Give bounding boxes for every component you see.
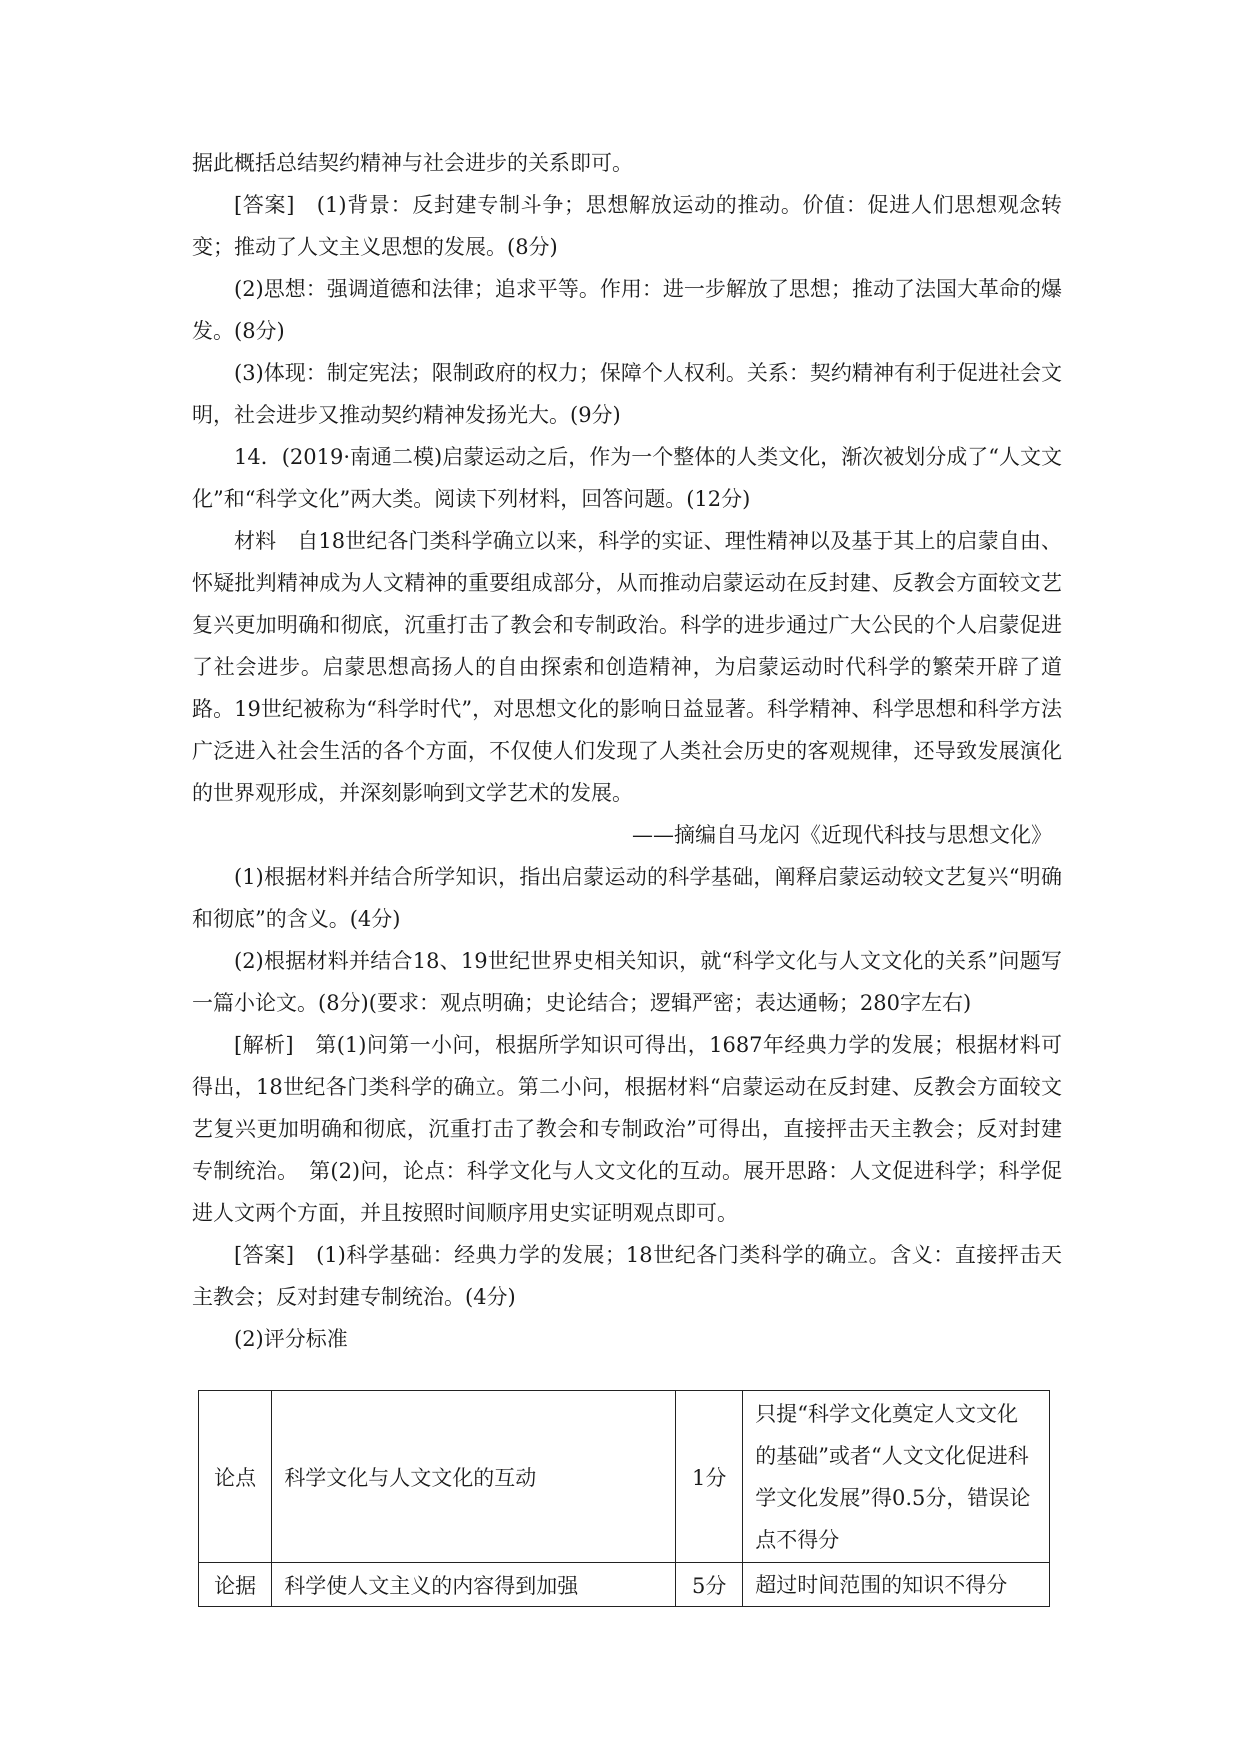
paragraph-answer-1: [答案] (1)背景：反封建专制斗争；思想解放运动的推动。价值：促进人们思想观念转变；推动了人文主义思想的发展。(8分) xyxy=(192,193,1062,259)
scoring-table xyxy=(198,1390,1050,1607)
paragraph-answer-2: (2)思想：强调道德和法律；追求平等。作用：进一步解放了思想；推动了法国大革命的爆发。(8分) xyxy=(192,277,1062,343)
paragraph-answer-3: (3)体现：制定宪法；限制政府的权力；保障个人权利。关系：契约精神有利于促进社会文明，社会进步又推动契约精神发扬光大。(9分) xyxy=(192,361,1062,427)
table-row xyxy=(199,1563,1050,1607)
table-cell-content: 科学文化与人文文化的互动 xyxy=(272,1391,676,1563)
table-cell-content: 科学使人文主义的内容得到加强 xyxy=(272,1563,676,1607)
material-text: 材料 自18世纪各门类科学确立以来，科学的实证、理性精神以及基于其上的启蒙自由、怀疑批判精神成为人文精神的重要组成部分，从而推动启蒙运动在反封建、反教会方面较文艺复兴更加明确和彻底，沉重打击了教会和专制政治。科学的进步通过广大公民的个人启蒙促进了社会进步。启蒙思想高扬人的自由探索和创造精神，为启蒙运动时代科学的繁荣开辟了道路。19世纪被称为“科学时代”，对思想文化的影响日益显著。科学精神、科学思想和科学方法广泛进入社会生活的各个方面，不仅使人们发现了人类社会历史的客观规律，还导致发展演化的世界观形成，并深刻影响到文学艺术的发展。 xyxy=(192,529,1062,805)
question-14-part-2: (2)根据材料并结合18、19世纪世界史相关知识，就“科学文化与人文文化的关系”问题写一篇小论文。(8分)(要求：观点明确；史论结合；逻辑严密；表达通畅；280字左右) xyxy=(192,949,1062,1015)
table-cell-note: 超过时间范围的知识不得分 xyxy=(743,1563,1050,1607)
analysis-paragraph: [解析] 第(1)问第一小问，根据所学知识可得出，1687年经典力学的发展；根据材料可得出，18世纪各门类科学的确立。第二小问，根据材料“启蒙运动在反封建、反教会方面较文艺复兴更加明确和彻底，沉重打击了教会和专制政治”可得出，直接抨击天主教会；反对封建专制统治。 第(2)问，论点：科学文化与人文文化的互动。展开思路：人文促进科学；科学促进人文两个方面，并且按照时间顺序用史实证明观点即可。 xyxy=(192,1033,1062,1225)
document-body xyxy=(192,142,1062,1360)
table-row xyxy=(199,1391,1050,1563)
table-cell-note: 只提“科学文化奠定人文文化的基础”或者“人文文化促进科学文化发展”得0.5分，错误论点不得分 xyxy=(743,1391,1050,1563)
table-cell-category: 论点 xyxy=(199,1391,272,1563)
material-source: ——摘编自马龙闪《近现代科技与思想文化》 xyxy=(632,823,1052,847)
table-cell-points: 5分 xyxy=(676,1563,743,1607)
question-14-part-1: (1)根据材料并结合所学知识，指出启蒙运动的科学基础，阐释启蒙运动较文艺复兴“明确和彻底”的含义。(4分) xyxy=(192,865,1062,931)
answer-paragraph: [答案] (1)科学基础：经典力学的发展；18世纪各门类科学的确立。含义：直接抨击天主教会；反对封建专制统治。(4分) xyxy=(192,1243,1062,1309)
question-14-stem: 14．(2019·南通二模)启蒙运动之后，作为一个整体的人类文化，渐次被划分成了“人文文化”和“科学文化”两大类。阅读下列材料，回答问题。(12分) xyxy=(192,445,1062,511)
scoring-standard-heading: (2)评分标准 xyxy=(234,1327,348,1351)
table-cell-points: 1分 xyxy=(676,1391,743,1563)
paragraph-analysis-end: 据此概括总结契约精神与社会进步的关系即可。 xyxy=(192,151,633,175)
table-cell-category: 论据 xyxy=(199,1563,272,1607)
